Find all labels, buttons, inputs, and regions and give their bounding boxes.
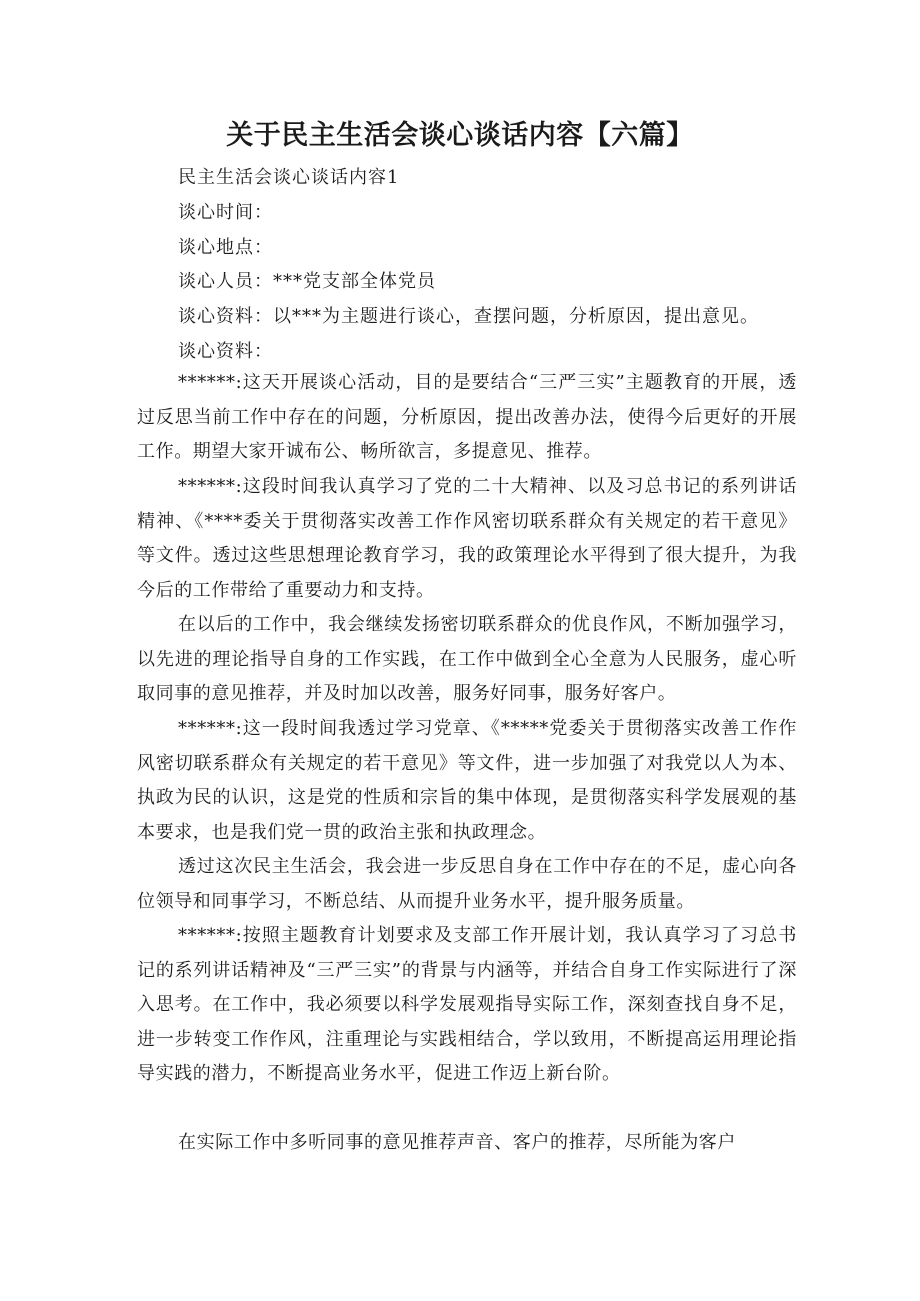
meta-people: 谈心人员：***党支部全体党员	[178, 271, 436, 292]
meta-time: 谈心时间：	[178, 202, 273, 223]
paragraph: ******:按照主题教育计划要求及支部工作开展计划，我认真学习了习总书记的系列讲话精神及“三严三实”的背景与内涵等，并结合自身工作实际进行了深入思考。在工作中，我必须要以科学发展观指导实际工作，深刻查找自身不足，进一步转变工作作风，注重理论与实践相结合，学以致用，不断提高运用理论指导实践的潜力，不断提高业务水平，促进工作迈上新台阶。	[137, 925, 797, 1084]
paragraph: 在实际工作中多听同事的意见推荐声音、客户的推荐，尽所能为客户	[178, 1132, 736, 1153]
paragraph: ******:这段时间我认真学习了党的二十大精神、以及习总书记的系列讲话精神、《****委关于贯彻落实改善工作作风密切联系群众有关规定的若干意见》等文件。透过这些思想理论教育学习，我的政策理论水平得到了很大提升，为我今后的工作带给了重要动力和支持。	[137, 476, 797, 601]
meta-material: 谈心资料：	[178, 341, 273, 362]
paragraph: 在以后的工作中，我会继续发扬密切联系群众的优良作风，不断加强学习，以先进的理论指导自身的工作实践，在工作中做到全心全意为人民服务，虚心听取同事的意见推荐，并及时加以改善，服务好同事，服务好客户。	[137, 614, 797, 704]
paragraph: ******:这一段时间我透过学习党章、《*****党委关于贯彻落实改善工作作风密切联系群众有关规定的若干意见》等文件，进一步加强了对我党以人为本、执政为民的认识，这是党的性质和宗旨的集中体现，是贯彻落实科学发展观的基本要求，也是我们党一贯的政治主张和执政理念。	[137, 718, 797, 843]
paragraph: 透过这次民主生活会，我会进一步反思自身在工作中存在的不足，虚心向各位领导和同事学习，不断总结、从而提升业务水平，提升服务质量。	[137, 856, 797, 912]
paragraph: ******:这天开展谈心活动，目的是要结合“三严三实”主题教育的开展，透过反思当前工作中存在的问题，分析原因，提出改善办法，使得今后更好的开展工作。期望大家开诚布公、畅所欲言，多提意见、推荐。	[137, 372, 797, 462]
document-title: 关于民主生活会谈心谈话内容【六篇】	[226, 120, 694, 151]
meta-material-topic: 谈心资料：以***为主题进行谈心，查摆问题，分析原因，提出意见。	[178, 306, 759, 327]
meta-place: 谈心地点：	[178, 237, 273, 258]
section-heading: 民主生活会谈心谈话内容1	[178, 167, 400, 188]
